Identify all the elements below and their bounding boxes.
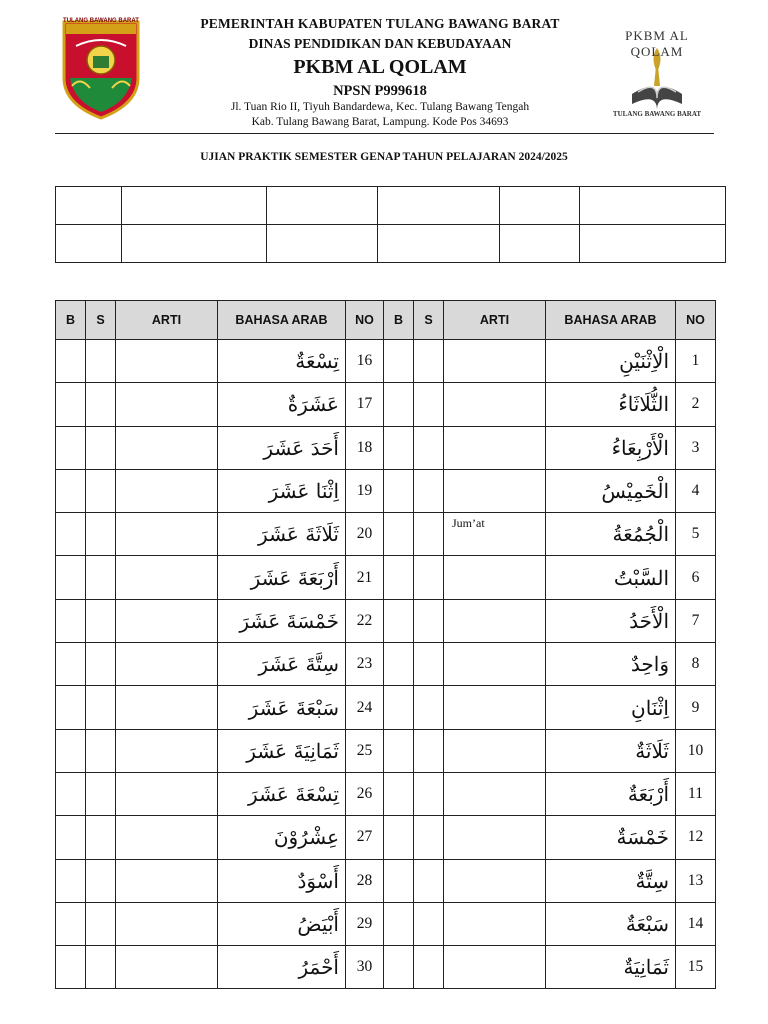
arti-cell[interactable] <box>444 383 546 426</box>
arabic-word-cell: تِسْعَةٌ <box>218 340 346 383</box>
vocabulary-table <box>55 300 716 989</box>
arabic-word-cell: خَمْسَةَ عَشَرَ <box>218 599 346 642</box>
benar-checkbox-cell[interactable] <box>56 729 86 772</box>
arti-cell[interactable] <box>116 729 218 772</box>
benar-checkbox-cell[interactable] <box>384 599 414 642</box>
arabic-word-cell: الْجُمُعَةُ <box>546 513 676 556</box>
benar-checkbox-cell[interactable] <box>56 383 86 426</box>
identity-cell[interactable] <box>580 187 726 225</box>
salah-checkbox-cell[interactable] <box>414 643 444 686</box>
number-cell: 2 <box>676 383 716 426</box>
header-cell-s: S <box>414 301 444 340</box>
salah-checkbox-cell[interactable] <box>414 469 444 512</box>
table-row <box>56 643 716 686</box>
salah-checkbox-cell[interactable] <box>86 686 116 729</box>
header-cell-bahasa-arab: BAHASA ARAB <box>546 301 676 340</box>
benar-checkbox-cell[interactable] <box>384 513 414 556</box>
identity-cell[interactable] <box>377 187 499 225</box>
arti-cell[interactable] <box>116 816 218 859</box>
table-row <box>56 902 716 945</box>
header-cell-bahasa-arab: BAHASA ARAB <box>218 301 346 340</box>
arti-cell[interactable] <box>116 340 218 383</box>
number-cell: 26 <box>346 772 384 815</box>
identity-cell[interactable] <box>499 187 579 225</box>
arabic-word-cell: ثَلَاثَةَ عَشَرَ <box>218 513 346 556</box>
identity-cell[interactable] <box>580 225 726 263</box>
identity-cell[interactable] <box>267 187 377 225</box>
arti-cell[interactable] <box>116 426 218 469</box>
header-cell-arti: ARTI <box>116 301 218 340</box>
salah-checkbox-cell[interactable] <box>86 816 116 859</box>
arabic-word-cell: سِتَّةٌ <box>546 859 676 902</box>
number-cell: 21 <box>346 556 384 599</box>
table-row <box>56 556 716 599</box>
benar-checkbox-cell[interactable] <box>384 643 414 686</box>
arti-cell[interactable] <box>444 772 546 815</box>
benar-checkbox-cell[interactable] <box>56 946 86 989</box>
number-cell: 16 <box>346 340 384 383</box>
table-row <box>56 729 716 772</box>
salah-checkbox-cell[interactable] <box>414 340 444 383</box>
benar-checkbox-cell[interactable] <box>56 340 86 383</box>
benar-checkbox-cell[interactable] <box>384 729 414 772</box>
salah-checkbox-cell[interactable] <box>86 513 116 556</box>
arabic-word-cell: ثَمَانِيَةٌ <box>546 946 676 989</box>
table-row <box>56 686 716 729</box>
benar-checkbox-cell[interactable] <box>384 686 414 729</box>
salah-checkbox-cell[interactable] <box>414 946 444 989</box>
arti-cell[interactable] <box>444 816 546 859</box>
number-cell: 11 <box>676 772 716 815</box>
header-line-1: PEMERINTAH KABUPATEN TULANG BAWANG BARAT <box>200 16 560 31</box>
table-row <box>56 816 716 859</box>
vocabulary-body <box>56 340 716 989</box>
salah-checkbox-cell[interactable] <box>86 469 116 512</box>
arabic-word-cell: اِثْنَانِ <box>546 686 676 729</box>
arti-cell[interactable] <box>444 946 546 989</box>
arabic-word-cell: الْأَرْبِعَاءُ <box>546 426 676 469</box>
benar-checkbox-cell[interactable] <box>56 902 86 945</box>
salah-checkbox-cell[interactable] <box>86 946 116 989</box>
number-cell: 22 <box>346 599 384 642</box>
arabic-word-cell: الْخَمِيْسُ <box>546 469 676 512</box>
salah-checkbox-cell[interactable] <box>86 859 116 902</box>
benar-checkbox-cell[interactable] <box>56 426 86 469</box>
identity-cell[interactable] <box>377 225 499 263</box>
pkbm-logo-text: PKBM AL QOLAM <box>625 28 689 59</box>
number-cell: 18 <box>346 426 384 469</box>
salah-checkbox-cell[interactable] <box>86 426 116 469</box>
arabic-word-cell: الثُّلَاثَاءُ <box>546 383 676 426</box>
benar-checkbox-cell[interactable] <box>56 469 86 512</box>
number-cell: 20 <box>346 513 384 556</box>
number-cell: 30 <box>346 946 384 989</box>
benar-checkbox-cell[interactable] <box>384 859 414 902</box>
table-row <box>56 599 716 642</box>
identity-row <box>56 187 726 225</box>
exam-title: UJIAN PRAKTIK SEMESTER GENAP TAHUN PELAJARAN 2024/2025 <box>200 151 568 163</box>
regency-emblem-banner: TULANG BAWANG BARAT <box>63 18 139 24</box>
table-row <box>56 469 716 512</box>
number-cell: 12 <box>676 816 716 859</box>
arabic-word-cell: سَبْعَةَ عَشَرَ <box>218 686 346 729</box>
number-cell: 7 <box>676 599 716 642</box>
benar-checkbox-cell[interactable] <box>384 902 414 945</box>
arti-cell[interactable] <box>444 902 546 945</box>
header-cell-no: NO <box>676 301 716 340</box>
benar-checkbox-cell[interactable] <box>56 643 86 686</box>
number-cell: 29 <box>346 902 384 945</box>
header-address-2: Kab. Tulang Bawang Barat, Lampung. Kode Pos 34693 <box>251 116 509 128</box>
benar-checkbox-cell[interactable] <box>384 946 414 989</box>
arti-cell[interactable] <box>444 599 546 642</box>
table-row <box>56 946 716 989</box>
arti-cell[interactable] <box>444 340 546 383</box>
number-cell: 15 <box>676 946 716 989</box>
pkbm-logo-caption: TULANG BAWANG BARAT <box>612 110 702 118</box>
salah-checkbox-cell[interactable] <box>86 772 116 815</box>
salah-checkbox-cell[interactable] <box>414 816 444 859</box>
table-row <box>56 340 716 383</box>
salah-checkbox-cell[interactable] <box>414 686 444 729</box>
header-cell-no: NO <box>346 301 384 340</box>
number-cell: 8 <box>676 643 716 686</box>
letterhead-rule <box>55 133 714 134</box>
salah-checkbox-cell[interactable] <box>86 643 116 686</box>
number-cell: 19 <box>346 469 384 512</box>
arti-cell[interactable]: Jum’at <box>444 513 546 556</box>
arabic-word-cell: أَحَدَ عَشَرَ <box>218 426 346 469</box>
benar-checkbox-cell[interactable] <box>384 469 414 512</box>
arti-cell[interactable] <box>116 599 218 642</box>
salah-checkbox-cell[interactable] <box>414 556 444 599</box>
arabic-word-cell: وَاحِدٌ <box>546 643 676 686</box>
header-school-name: PKBM AL QOLAM <box>293 56 467 78</box>
header-address-1: Jl. Tuan Rio II, Tiyuh Bandardewa, Kec. Tulang Bawang Tengah <box>230 101 530 113</box>
identity-cell[interactable] <box>56 187 122 225</box>
salah-checkbox-cell[interactable] <box>86 383 116 426</box>
identity-cell[interactable] <box>267 225 377 263</box>
arabic-word-cell: أَرْبَعَةَ عَشَرَ <box>218 556 346 599</box>
arti-cell[interactable] <box>444 643 546 686</box>
arabic-word-cell: أَسْوَدٌ <box>218 859 346 902</box>
salah-checkbox-cell[interactable] <box>86 556 116 599</box>
table-header-row <box>56 301 716 340</box>
arabic-word-cell: عِشْرُوْنَ <box>218 816 346 859</box>
arti-cell[interactable] <box>116 686 218 729</box>
salah-checkbox-cell[interactable] <box>86 340 116 383</box>
number-cell: 4 <box>676 469 716 512</box>
arabic-word-cell: الْأَحَدُ <box>546 599 676 642</box>
benar-checkbox-cell[interactable] <box>384 426 414 469</box>
arti-cell[interactable] <box>116 859 218 902</box>
table-row <box>56 513 716 556</box>
salah-checkbox-cell[interactable] <box>86 599 116 642</box>
table-row <box>56 859 716 902</box>
arabic-word-cell: سَبْعَةٌ <box>546 902 676 945</box>
arti-cell[interactable] <box>116 643 218 686</box>
arti-cell[interactable] <box>444 729 546 772</box>
benar-checkbox-cell[interactable] <box>56 859 86 902</box>
number-cell: 27 <box>346 816 384 859</box>
arti-cell[interactable] <box>116 469 218 512</box>
arabic-word-cell: عَشَرَةٌ <box>218 383 346 426</box>
salah-checkbox-cell[interactable] <box>414 513 444 556</box>
arti-cell[interactable] <box>116 513 218 556</box>
benar-checkbox-cell[interactable] <box>56 556 86 599</box>
arti-cell[interactable] <box>116 946 218 989</box>
salah-checkbox-cell[interactable] <box>414 902 444 945</box>
header-cell-s: S <box>86 301 116 340</box>
table-row <box>56 426 716 469</box>
number-cell: 10 <box>676 729 716 772</box>
header-cell-arti: ARTI <box>444 301 546 340</box>
identity-cell[interactable] <box>56 225 122 263</box>
identity-row <box>56 225 726 263</box>
regency-emblem-logo <box>60 16 142 120</box>
salah-checkbox-cell[interactable] <box>414 772 444 815</box>
salah-checkbox-cell[interactable] <box>414 859 444 902</box>
benar-checkbox-cell[interactable] <box>56 772 86 815</box>
arabic-word-cell: اِثْنَا عَشَرَ <box>218 469 346 512</box>
header-npsn: NPSN P999618 <box>333 83 427 99</box>
arti-cell[interactable] <box>116 556 218 599</box>
number-cell: 3 <box>676 426 716 469</box>
arabic-word-cell: ثَمَانِيَةَ عَشَرَ <box>218 729 346 772</box>
number-cell: 17 <box>346 383 384 426</box>
number-cell: 23 <box>346 643 384 686</box>
number-cell: 6 <box>676 556 716 599</box>
identity-cell[interactable] <box>121 225 267 263</box>
number-cell: 1 <box>676 340 716 383</box>
arti-cell[interactable] <box>444 686 546 729</box>
benar-checkbox-cell[interactable] <box>56 513 86 556</box>
arti-cell[interactable] <box>116 772 218 815</box>
benar-checkbox-cell[interactable] <box>56 816 86 859</box>
salah-checkbox-cell[interactable] <box>86 729 116 772</box>
arabic-word-cell: خَمْسَةٌ <box>546 816 676 859</box>
salah-checkbox-cell[interactable] <box>414 426 444 469</box>
number-cell: 9 <box>676 686 716 729</box>
identity-cell[interactable] <box>499 225 579 263</box>
arabic-word-cell: تِسْعَةَ عَشَرَ <box>218 772 346 815</box>
arti-cell[interactable] <box>116 902 218 945</box>
arti-cell[interactable] <box>444 469 546 512</box>
header-line-2: DINAS PENDIDIKAN DAN KEBUDAYAAN <box>248 36 512 51</box>
arti-cell[interactable] <box>444 556 546 599</box>
arabic-word-cell: أَرْبَعَةٌ <box>546 772 676 815</box>
number-cell: 24 <box>346 686 384 729</box>
number-cell: 25 <box>346 729 384 772</box>
arabic-word-cell: أَبْيَضُ <box>218 902 346 945</box>
header-cell-b: B <box>56 301 86 340</box>
table-row <box>56 772 716 815</box>
salah-checkbox-cell[interactable] <box>414 383 444 426</box>
benar-checkbox-cell[interactable] <box>56 599 86 642</box>
salah-checkbox-cell[interactable] <box>414 729 444 772</box>
number-cell: 28 <box>346 859 384 902</box>
benar-checkbox-cell[interactable] <box>56 686 86 729</box>
arti-cell[interactable] <box>116 383 218 426</box>
arabic-word-cell: الْاِثْنَيْنِ <box>546 340 676 383</box>
arabic-word-cell: ثَلَاثَةٌ <box>546 729 676 772</box>
arabic-word-cell: أَحْمَرُ <box>218 946 346 989</box>
arti-cell[interactable] <box>444 426 546 469</box>
benar-checkbox-cell[interactable] <box>384 772 414 815</box>
benar-checkbox-cell[interactable] <box>384 340 414 383</box>
arti-cell[interactable] <box>444 859 546 902</box>
number-cell: 13 <box>676 859 716 902</box>
identity-cell[interactable] <box>121 187 267 225</box>
salah-checkbox-cell[interactable] <box>414 599 444 642</box>
header-cell-b: B <box>384 301 414 340</box>
benar-checkbox-cell[interactable] <box>384 383 414 426</box>
number-cell: 14 <box>676 902 716 945</box>
number-cell: 5 <box>676 513 716 556</box>
benar-checkbox-cell[interactable] <box>384 556 414 599</box>
arabic-word-cell: سِتَّةَ عَشَرَ <box>218 643 346 686</box>
salah-checkbox-cell[interactable] <box>86 902 116 945</box>
arabic-word-cell: السَّبْتُ <box>546 556 676 599</box>
benar-checkbox-cell[interactable] <box>384 816 414 859</box>
identity-table <box>55 186 726 263</box>
table-row <box>56 383 716 426</box>
